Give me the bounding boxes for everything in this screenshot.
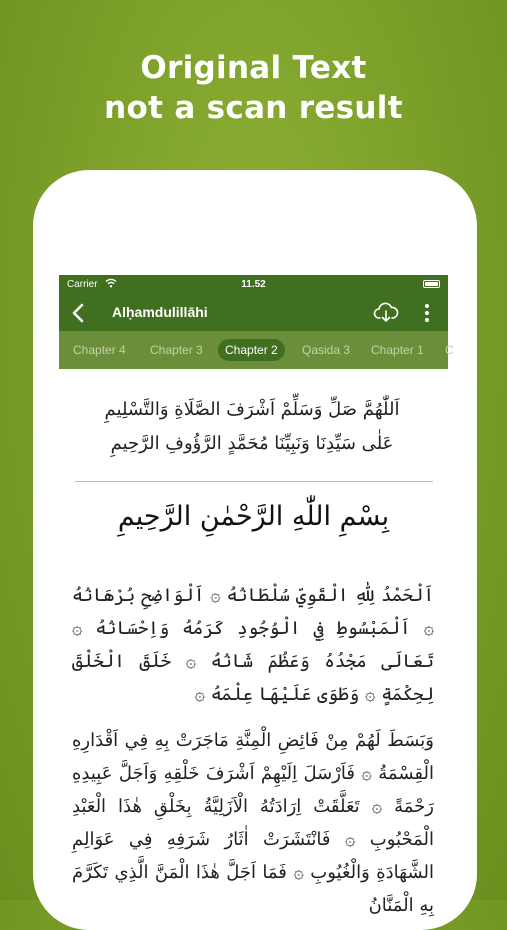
tab-chapter-4[interactable]: Chapter 4	[73, 343, 126, 357]
app-screen	[59, 275, 454, 916]
salawat-line-1: اَللّٰهُمَّ صَلِّ وَسَلِّمْ اَشْرَفَ الصَّلَاةِ وَالتَّسْلِيمِ	[104, 399, 400, 420]
divider	[75, 481, 433, 482]
cloud-download-icon[interactable]	[373, 301, 399, 325]
navigation-bar	[59, 295, 448, 331]
paragraph-2: وَبَسَطَ لَهُمْ مِنْ فَائِضِ الْمِنَّةِ مَاجَرَتْ بِهِ فِي اَقْدَارِهِ الْقِسْمَةُ ۞ فَاَرْسَلَ اِلَيْهِمْ اَشْرَفَ خَلْقِهِ وَاَجَلَّ عَبِيدِهِ رَحْمَةً ۞ تَعَلَّقَتْ اِرَادَتُهُ الْاَزَلِيَّةُ بِخَلْقِ هٰذَا الْعَبْدِ الْمَحْبُوبِ ۞ فَانْتَشَرَتْ اٰثَارُ شَرَفِهِ فِي عَوَالِمِ الشَّهَادَةِ وَالْغُيُوبِ ۞ فَمَا اَجَلَّ هٰذَا الْمَنَّ الَّذِي تَكَرَّمَ بِهِ الْمَنَّانُ	[72, 730, 434, 916]
tab-partial[interactable]: C	[445, 343, 454, 357]
status-time: 11.52	[241, 279, 266, 290]
tab-qasida-3[interactable]: Qasida 3	[302, 343, 351, 357]
battery-icon	[423, 280, 440, 288]
back-arrow-icon[interactable]	[69, 302, 89, 324]
paragraph-1: اَلْحَمْدُ لِلّٰهِ الْقَوِيِّ سُلْطَانُهُ ۞ اَلْوَاضِحِ بُرْهَانُهُ ۞ اَلْمَبْسُوطِ فِي الْوُجُودِ كَرَمُهُ وَاِحْسَانُهُ ۞ تَعَالَى مَجْدُهُ وَعَظُمَ شَانُهُ ۞ خَلَقَ الْخَلْقَ لِحِكْمَةٍ ۞ وَطَوَى عَلَيْهَا عِلْمَهُ ۞	[72, 585, 434, 705]
tab-chapter-2[interactable]: Chapter 2	[218, 339, 285, 361]
headline-line-1: Original Text	[140, 50, 367, 86]
promo-headline	[0, 48, 507, 128]
salawat-block	[92, 393, 412, 461]
chapter-tabs	[59, 331, 454, 369]
more-options-icon[interactable]	[419, 303, 435, 323]
headline-line-2: not a scan result	[104, 90, 403, 126]
tab-chapter-3[interactable]: Chapter 3	[150, 343, 203, 357]
tab-chapter-1[interactable]: Chapter 1	[371, 343, 424, 357]
carrier-label: Carrier	[67, 279, 98, 290]
salawat-line-2: عَلٰى سَيِّدِنَا وَنَبِيِّنَا مُحَمَّدٍ الرَّؤُوفِ الرَّحِيمِ	[110, 433, 394, 454]
status-bar	[59, 275, 448, 295]
reading-content	[59, 369, 448, 916]
bismillah-calligraphy: بِسْمِ اللّٰهِ الرَّحْمٰنِ الرَّحِيمِ	[117, 501, 390, 532]
page-title: Alḥamdulillāhi	[112, 304, 208, 320]
